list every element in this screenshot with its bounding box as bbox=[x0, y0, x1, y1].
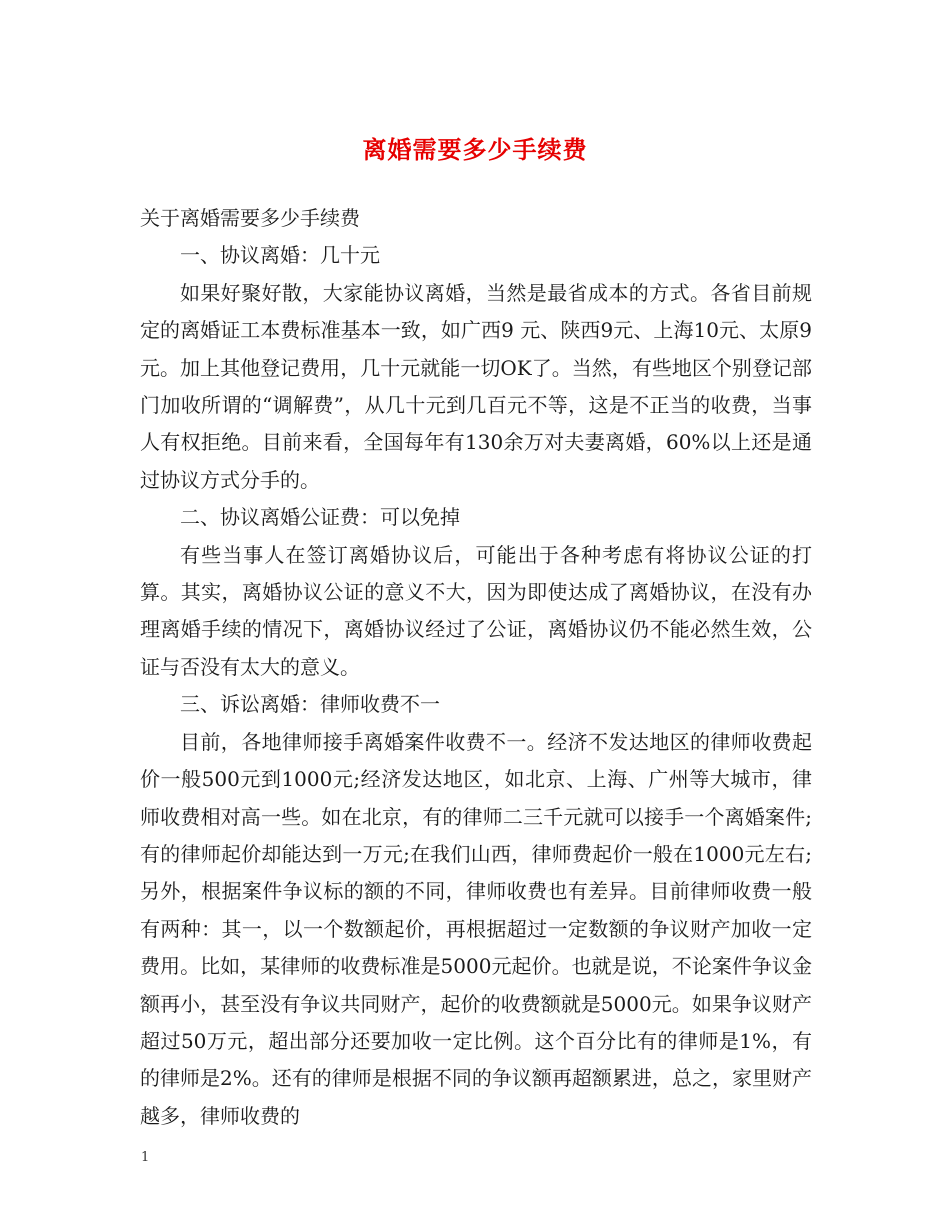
section-paragraph-1: 如果好聚好散，大家能协议离婚，当然是最省成本的方式。各省目前规定的离婚证工本费标准基本一致，如广西9 元、陕西9元、上海10元、太原9元。加上其他登记费用，几十元就能一切OK了。当然，有些地区个别登记部门加收所谓的“调解费”，从几十元到几百元不等，这是不正当的收费，当事人有权拒绝。目前来看，全国每年有130余万对夫妻离婚，60%以上还是通过协议方式分手的。 bbox=[140, 280, 812, 492]
document-title: 离婚需要多少手续费 bbox=[362, 135, 588, 164]
section-heading-3: 三、诉讼离婚：律师收费不一 bbox=[180, 692, 440, 717]
document-body bbox=[140, 200, 812, 1135]
section-paragraph-2: 有些当事人在签订离婚协议后，可能出于各种考虑有将协议公证的打算。其实，离婚协议公证的意义不大，因为即使达成了离婚协议，在没有办理离婚手续的情况下，离婚协议经过了公证，离婚协议仍不能必然生效，公证与否没有太大的意义。 bbox=[140, 542, 812, 679]
section-paragraph-3: 目前，各地律师接手离婚案件收费不一。经济不发达地区的律师收费起价一般500元到1000元;经济发达地区，如北京、上海、广州等大城市，律师收费相对高一些。如在北京，有的律师二三千元就可以接手一个离婚案件;有的律师起价却能达到一万元;在我们山西，律师费起价一般在1000元左右;另外，根据案件争议标的额的不同，律师收费也有差异。目前律师收费一般有两种：其一，以一个数额起价，再根据超过一定数额的争议财产加收一定费用。比如，某律师的收费标准是5000元起价。也就是说，不论案件争议金额再小，甚至没有争议共同财产，起价的收费额就是5000元。如果争议财产超过50万元，超出部分还要加收一定比例。这个百分比有的律师是1%，有的律师是2%。还有的律师是根据不同的争议额再超额累进，总之，家里财产越多，律师收费的 bbox=[140, 729, 812, 1128]
intro-line: 关于离婚需要多少手续费 bbox=[140, 206, 360, 230]
page-number: 1 bbox=[141, 1150, 150, 1165]
section-heading-1: 一、协议离婚：几十元 bbox=[180, 243, 380, 268]
section-heading-2: 二、协议离婚公证费：可以免掉 bbox=[180, 505, 460, 530]
